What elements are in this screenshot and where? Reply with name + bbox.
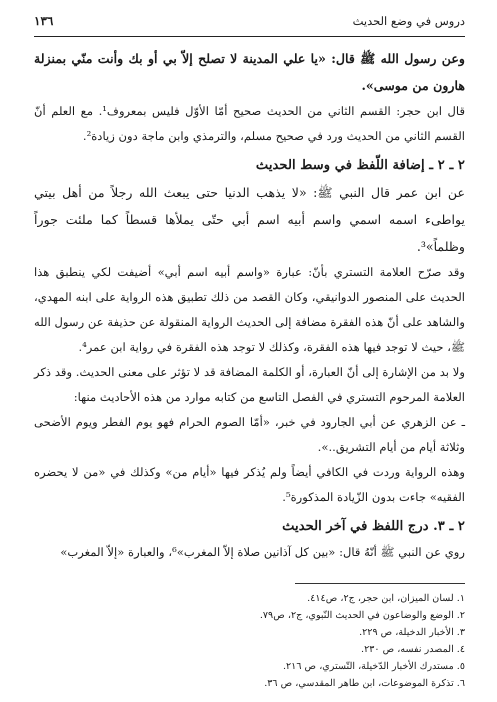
section-heading: ٢ ـ ٢ ـ إضافة اللّفظ في وسط الحديث: [255, 158, 465, 173]
footnote: ٣. الأخبار الدخيلة، ص ٢٢٩.: [359, 627, 465, 638]
footnote: ١. لسان الميزان، ابن حجر، ج٢، ص٤١٤.: [307, 593, 465, 604]
footnote-rule: [295, 583, 465, 584]
body-paragraph: قال ابن حجر: القسم الثاني من الحديث صحيح أمّا الأوّل فليس بمعروف¹. مع العلم أنّ القسم الثاني من الحديث ورد في صحيح مسلم، والترمذي وابن ماجة دون زيادة².: [34, 104, 465, 143]
footnote: ٢. الوضع والوضاعون في الحديث النّبوي، ج٢، ص٧٩.: [259, 610, 465, 621]
footnote: ٤. المصدر نفسه، ص ٢٣٠.: [361, 644, 465, 655]
page-header: [34, 14, 465, 32]
hadith-paragraph: وعن رسول الله ﷺ قال: «يا علي المدينة لا تصلح إلاّ بي أو بك وأنت منّي بمنزلة هارون من موسى».: [34, 51, 465, 93]
page-number: ١٣٦: [34, 14, 54, 28]
body-paragraph: ولا بد من الإشارة إلى أنّ العبارة، أو الكلمة المضافة قد لا تؤثر على معنى الحديث. وقد ذكر العلامة المرحوم التستري في الفصل التاسع من كتابه موارد من هذه الأحاديث منها:: [34, 365, 465, 404]
hadith-paragraph: عن ابن عمر قال النبي ﷺ: «لا يذهب الدنيا حتى يبعث الله رجلاً من أهل بيتي يواطىء اسمه اسمي واسم أبيه اسم أبي حتّى يملأها قسطاً كما ملئت جوراً وظلماً»³.: [34, 185, 465, 254]
footnotes: [34, 590, 465, 692]
body-paragraph: روي عن النبي ﷺ أنّهُ قال: «بين كل آذانين صلاة إلاّ المغرب»⁶، والعبارة «إلاّ المغرب»: [60, 545, 465, 559]
body-paragraph: وهذه الرواية وردت في الكافي أيضاً ولم يُذكر فيها «أيام من» وكذلك في «من لا يحضره الفقيه» جاءت بدون الزّيادة المذكورة⁵.: [34, 465, 465, 504]
body-paragraph: وقد صرّح العلامة التستري بأنّ: عبارة «واسم أبيه اسم أبي» أضيفت لكي ينطبق هذا الحديث على المنصور الدوانيقي، وكان القصد من ذلك تطبيق هذه الرواية على ابنه المهدي، والشاهد على أنّ هذه الفقرة مضافة إلى الحديث الرواية المنقولة عن حذيفة عن رسول الله ﷺ، حيث لا توجد فيها هذه الفقرة، وكذلك لا توجد هذه الفقرة في رواية ابن عمر⁴.: [34, 265, 465, 354]
footnote: ٦. تذكرة الموضوعات، ابن طاهر المقدسي، ص ٣٦.: [264, 678, 465, 689]
section-heading: ٢ ـ ٣. درج اللفظ في آخر الحديث: [282, 519, 465, 534]
header-rule: [34, 36, 465, 37]
running-title: دروس في وضع الحديث: [352, 14, 465, 28]
footnote: ٥. مستدرك الأخبار الدّخيلة، التّستري، ص ٢١٦.: [282, 661, 465, 672]
quote-paragraph: ـ عن الزهري عن أبي الجارود في خبر، «أمّا الصوم الحرام فهو يوم الفطر ويوم الأضحى وثلاثة أيام من أيام التشريق..».: [34, 415, 465, 454]
